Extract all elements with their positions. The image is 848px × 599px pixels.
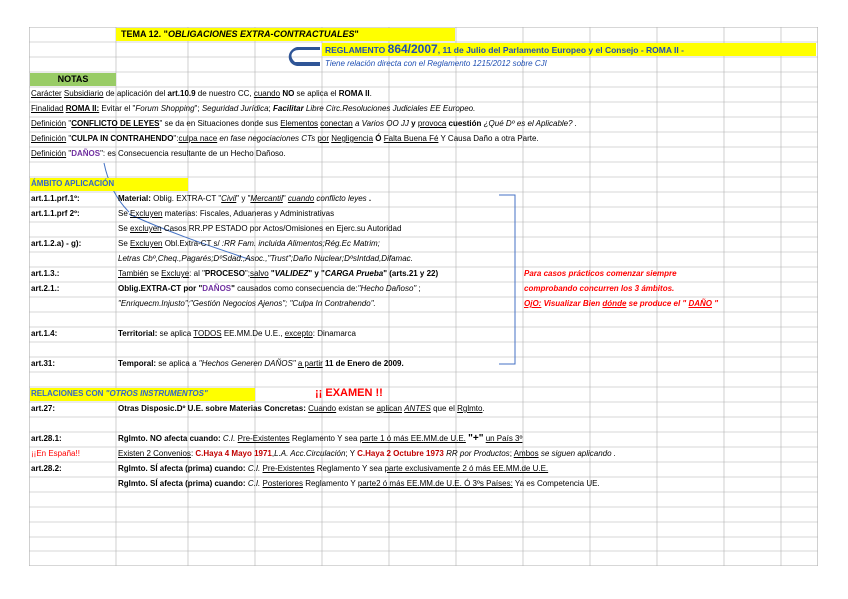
- nota-line-5: Definición "DAÑOS": es Consecuencia resultante de un Hecho Dañoso.: [31, 149, 286, 158]
- notas-header: NOTAS: [30, 73, 116, 86]
- ambito-note-1: Para casos prácticos comenzar siempre: [524, 269, 677, 278]
- nota-line-3: Definición "CONFLICTO DE LEYES" se da en Situaciones donde sus Elementos conectan a Varios OO JJ y provoca cuestión ¿Qué Dº es el Aplicable? .: [31, 119, 578, 128]
- nota-line-1: Carácter Subsidiario de aplicación del art.10.9 de nuestro CC, cuando NO se aplica el ROMA II.: [31, 89, 372, 98]
- ambito-text-6: También se Excluye: al "PROCESO";salvo "VALIDEZ" y "CARGA Prueba" (arts.21 y 22): [118, 269, 439, 278]
- ambito-text-9: Territorial: se aplica TODOS EE.MM.De U.E., excepto: Dinamarca: [118, 329, 356, 338]
- page-title: TEMA 12. "OBLIGACIONES EXTRA-CONTRACTUALES": [121, 29, 359, 39]
- ambito-art-6: art.1.3.:: [31, 269, 60, 278]
- ambito-text-7: Oblig.EXTRA-CT por "DAÑOS" causados como consecuencia de:"Hecho Dañoso" ;: [118, 284, 421, 293]
- ambito-art-7: art.2.1.:: [31, 284, 60, 293]
- ambito-header: ÁMBITO APLICACIÓN: [31, 179, 115, 188]
- ambito-text-3: Se excluyen Casos RR.PP ESTADO por Actos/Omisiones en Ejerc.su Autoridad: [118, 224, 402, 233]
- reglamento-relacion: Tiene relación directa con el Reglamento 1215/2012 sobre CJI: [325, 59, 547, 68]
- ambito-text-10: Temporal: se aplica a "Hechos Generen DAÑOS" a partir 11 de Enero de 2009.: [118, 359, 404, 368]
- ambito-text-2: Se Excluyen materias: Fiscales, Aduaneras y Administrativas: [118, 209, 335, 218]
- relaciones-text-3: Existen 2 Convenios: C.Haya 4 Mayo 1971,L.A. Acc.Circulación; Y C.Haya 2 Octubre 1973 RR por Productos; Ambos se siguen aplicando .: [118, 449, 617, 458]
- ambito-art-4: art.1.2.a) - g):: [31, 239, 82, 248]
- relaciones-text-4: Rglmto. SÍ afecta (prima) cuando: C.I. Pre-Existentes Reglamento Y sea parte exclusivamente 2 ó más EE.MM.de U.E.: [118, 464, 549, 473]
- relaciones-art-4: art.28.2:: [31, 464, 62, 473]
- relaciones-art-3: ¡¡En España!!: [31, 449, 80, 458]
- relaciones-art-1: art.27:: [31, 404, 56, 413]
- relaciones-text-2: Rglmto. NO afecta cuando: C.I. Pre-Existentes Reglamento Y sea parte 1 ó más EE.MM.de U.E. "+" un País 3º: [118, 433, 523, 444]
- ambito-art-1: art.1.1.prf.1º:: [31, 194, 80, 203]
- relaciones-text-5: Rglmto. SÍ afecta (prima) cuando: C.I. Posteriores Reglamento Y parte2 ó más EE.MM.de U.E. Ó 3ºs Países: Ya es Competencia UE.: [118, 479, 600, 488]
- ambito-text-5: Letras Cbº,Cheq.,Pagarés;DºSdad.,Asoc.,"Trust";Daño Nuclear;DºsIntdad,Difamac.: [118, 254, 413, 263]
- nota-line-4: Definición "CULPA IN CONTRAHENDO":culpa nace en fase negociaciones CTs por Negligencia Ó Falta Buena Fé Y Causa Daño a otra Parte.: [31, 134, 539, 143]
- ambito-note-3: OjO: Visualizar Bien dónde se produce el " DAÑO ": [524, 299, 719, 308]
- relaciones-text-1: Otras Disposic.Dº U.E. sobre Materias Concretas: Cuando existan se aplican ANTES que el Rglmto.: [118, 404, 485, 413]
- ambito-note-2: comprobando concurren los 3 ámbitos.: [524, 284, 675, 293]
- examen-label: ¡¡ EXAMEN !!: [315, 387, 383, 399]
- spreadsheet: [29, 27, 818, 566]
- ambito-art-10: art.31:: [31, 359, 56, 368]
- ambito-text-1: Material: Oblig. EXTRA-CT "Civil" y "Mercantil" cuando conflicto leyes .: [118, 194, 372, 203]
- nota-line-2: Finalidad ROMA II: Evitar el "Forum Shopping"; Seguridad Jurídica; Facilitar Libre Circ.Resoluciones Judiciales EE Europeo.: [31, 104, 476, 113]
- ambito-text-4: Se Excluyen Obl.Extra-CT s/ :RR Fam. incluida Alimentos;Rég.Ec Matrim;: [118, 239, 380, 248]
- reglamento-title: REGLAMENTO 864/2007, 11 de Julio del Parlamento Europeo y el Consejo - ROMA II -: [325, 42, 684, 56]
- ambito-art-9: art.1.4:: [31, 329, 58, 338]
- arrow-left-icon: [285, 44, 321, 70]
- relaciones-art-2: art.28.1:: [31, 434, 62, 443]
- ambito-art-2: art.1.1.prf 2º:: [31, 209, 80, 218]
- relaciones-header: RELACIONES CON "OTROS INSTRUMENTOS": [31, 389, 208, 398]
- ambito-text-8: "Enriquecm.Injusto";"Gestión Negocios Ajenos"; "Culpa In Contrahendo".: [118, 299, 376, 308]
